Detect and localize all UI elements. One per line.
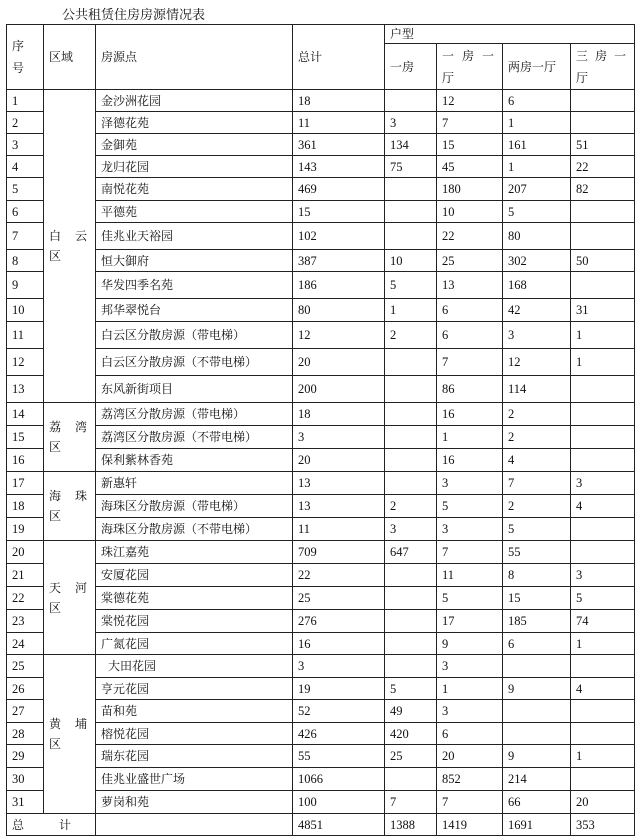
three-bed-value: 3 <box>571 564 635 587</box>
two-bed-value: 42 <box>503 299 571 322</box>
source-name: 平德苑 <box>96 201 293 223</box>
two-bed-value: 207 <box>503 178 571 201</box>
total-value: 387 <box>293 250 385 272</box>
one-bed-value: 15 <box>437 134 503 156</box>
one-bed-value: 10 <box>437 201 503 223</box>
header-row-1 <box>7 25 635 44</box>
table-row <box>7 376 635 403</box>
total-value: 426 <box>293 723 385 745</box>
one-bed-value: 16 <box>437 403 503 426</box>
table-row <box>7 768 635 791</box>
three-bed-value <box>571 112 635 134</box>
three-bed-value: 82 <box>571 178 635 201</box>
total-value: 12 <box>293 322 385 349</box>
row-number: 26 <box>7 678 44 700</box>
one-room-value <box>385 633 437 655</box>
one-bed-value: 6 <box>437 723 503 745</box>
source-name: 佳兆业盛世广场 <box>96 768 293 791</box>
three-bed-value <box>571 768 635 791</box>
row-number: 5 <box>7 178 44 201</box>
district-cell: 天 河 区 <box>44 541 96 655</box>
total-value: 15 <box>293 201 385 223</box>
total-value: 13 <box>293 495 385 518</box>
header-unit-type: 户型 <box>385 25 635 44</box>
one-bed-value: 180 <box>437 178 503 201</box>
three-bed-value: 4 <box>571 678 635 700</box>
table-row <box>7 655 635 678</box>
one-bed-value: 13 <box>437 272 503 299</box>
two-bed-value: 2 <box>503 403 571 426</box>
one-bed-value: 20 <box>437 745 503 768</box>
one-bed-value: 7 <box>437 349 503 376</box>
header-two-bed: 两房一厅 <box>503 44 571 90</box>
two-bed-value: 2 <box>503 426 571 449</box>
district-cell: 荔 湾 区 <box>44 403 96 472</box>
source-name: 榕悦花园 <box>96 723 293 745</box>
source-name: 苗和苑 <box>96 700 293 723</box>
totals-r4: 353 <box>571 814 635 836</box>
three-bed-value: 20 <box>571 791 635 814</box>
two-bed-value: 2 <box>503 495 571 518</box>
two-bed-value: 12 <box>503 349 571 376</box>
one-bed-value: 852 <box>437 768 503 791</box>
one-room-value: 75 <box>385 156 437 178</box>
one-room-value <box>385 426 437 449</box>
one-bed-value: 7 <box>437 112 503 134</box>
header-one-room: 一房 <box>385 44 437 90</box>
table-row <box>7 349 635 376</box>
row-number: 22 <box>7 587 44 610</box>
totals-r1: 1388 <box>385 814 437 836</box>
row-number: 18 <box>7 495 44 518</box>
table-row <box>7 791 635 814</box>
total-value: 143 <box>293 156 385 178</box>
row-number: 10 <box>7 299 44 322</box>
source-name: 海珠区分散房源（不带电梯） <box>96 518 293 541</box>
one-bed-value: 3 <box>437 472 503 495</box>
table-row <box>7 745 635 768</box>
district-cell: 黄 埔 区 <box>44 655 96 814</box>
source-name: 佳兆业天裕园 <box>96 223 293 250</box>
row-number: 27 <box>7 700 44 723</box>
table-row <box>7 156 635 178</box>
table-row <box>7 250 635 272</box>
two-bed-value: 1 <box>503 112 571 134</box>
three-bed-value: 1 <box>571 322 635 349</box>
total-value: 1066 <box>293 768 385 791</box>
one-room-value: 420 <box>385 723 437 745</box>
one-bed-value: 7 <box>437 791 503 814</box>
two-bed-value: 9 <box>503 745 571 768</box>
total-value: 20 <box>293 349 385 376</box>
source-name: 龙归花园 <box>96 156 293 178</box>
row-number: 23 <box>7 610 44 633</box>
one-bed-value: 12 <box>437 90 503 112</box>
one-room-value <box>385 587 437 610</box>
total-value: 13 <box>293 472 385 495</box>
row-number: 17 <box>7 472 44 495</box>
one-room-value: 3 <box>385 518 437 541</box>
one-bed-value: 6 <box>437 299 503 322</box>
one-bed-value: 16 <box>437 449 503 472</box>
source-name: 亨元花园 <box>96 678 293 700</box>
table-row <box>7 178 635 201</box>
rental-housing-table <box>6 24 635 836</box>
total-value: 11 <box>293 112 385 134</box>
row-number: 4 <box>7 156 44 178</box>
total-value: 276 <box>293 610 385 633</box>
table-row <box>7 472 635 495</box>
two-bed-value <box>503 700 571 723</box>
two-bed-value: 3 <box>503 322 571 349</box>
row-number: 24 <box>7 633 44 655</box>
three-bed-value <box>571 223 635 250</box>
source-name: 新惠轩 <box>96 472 293 495</box>
three-bed-value <box>571 449 635 472</box>
three-bed-value <box>571 272 635 299</box>
row-number: 16 <box>7 449 44 472</box>
three-bed-value <box>571 518 635 541</box>
one-bed-value: 5 <box>437 495 503 518</box>
header-district: 区域 <box>44 25 96 90</box>
three-bed-value <box>571 201 635 223</box>
two-bed-value: 302 <box>503 250 571 272</box>
two-bed-value: 168 <box>503 272 571 299</box>
source-name: 邦华翠悦台 <box>96 299 293 322</box>
row-number: 25 <box>7 655 44 678</box>
two-bed-value <box>503 723 571 745</box>
one-room-value: 25 <box>385 745 437 768</box>
source-name: 棠德花苑 <box>96 587 293 610</box>
table-row <box>7 700 635 723</box>
one-bed-value: 45 <box>437 156 503 178</box>
totals-label: 总 计 <box>7 814 96 836</box>
one-room-value: 1 <box>385 299 437 322</box>
total-value: 18 <box>293 403 385 426</box>
three-bed-value <box>571 426 635 449</box>
one-bed-value: 17 <box>437 610 503 633</box>
total-value: 100 <box>293 791 385 814</box>
header-total: 总计 <box>293 25 385 90</box>
two-bed-value: 161 <box>503 134 571 156</box>
row-number: 2 <box>7 112 44 134</box>
total-value: 361 <box>293 134 385 156</box>
three-bed-value <box>571 403 635 426</box>
one-room-value: 647 <box>385 541 437 564</box>
three-bed-value <box>571 541 635 564</box>
row-number: 31 <box>7 791 44 814</box>
one-bed-value: 3 <box>437 655 503 678</box>
table-row <box>7 201 635 223</box>
source-name: 珠江嘉苑 <box>96 541 293 564</box>
row-number: 15 <box>7 426 44 449</box>
three-bed-value: 1 <box>571 745 635 768</box>
row-number: 3 <box>7 134 44 156</box>
row-number: 21 <box>7 564 44 587</box>
total-value: 11 <box>293 518 385 541</box>
total-value: 102 <box>293 223 385 250</box>
source-name: 安厦花园 <box>96 564 293 587</box>
one-room-value: 10 <box>385 250 437 272</box>
table-row <box>7 518 635 541</box>
total-value: 709 <box>293 541 385 564</box>
one-room-value: 49 <box>385 700 437 723</box>
source-name: 南悦花苑 <box>96 178 293 201</box>
table-row <box>7 587 635 610</box>
source-name: 金沙洲花园 <box>96 90 293 112</box>
source-name: 广氮花园 <box>96 633 293 655</box>
one-room-value: 2 <box>385 322 437 349</box>
one-room-value <box>385 564 437 587</box>
one-room-value <box>385 768 437 791</box>
two-bed-value: 5 <box>503 518 571 541</box>
three-bed-value <box>571 90 635 112</box>
table-row <box>7 564 635 587</box>
one-room-value <box>385 449 437 472</box>
row-number: 20 <box>7 541 44 564</box>
one-bed-value: 5 <box>437 587 503 610</box>
one-room-value <box>385 349 437 376</box>
table-row <box>7 426 635 449</box>
three-bed-value: 31 <box>571 299 635 322</box>
one-bed-value: 6 <box>437 322 503 349</box>
one-bed-value: 1 <box>437 678 503 700</box>
two-bed-value: 185 <box>503 610 571 633</box>
one-bed-value: 9 <box>437 633 503 655</box>
source-name: 华发四季名苑 <box>96 272 293 299</box>
one-room-value <box>385 201 437 223</box>
source-name: 海珠区分散房源（带电梯） <box>96 495 293 518</box>
two-bed-value: 5 <box>503 201 571 223</box>
total-value: 186 <box>293 272 385 299</box>
three-bed-value <box>571 723 635 745</box>
three-bed-value: 22 <box>571 156 635 178</box>
one-room-value <box>385 376 437 403</box>
total-value: 18 <box>293 90 385 112</box>
table-row <box>7 299 635 322</box>
header-source: 房源点 <box>96 25 293 90</box>
three-bed-value: 74 <box>571 610 635 633</box>
totals-r2: 1419 <box>437 814 503 836</box>
three-bed-value <box>571 655 635 678</box>
one-room-value <box>385 90 437 112</box>
table-row <box>7 90 635 112</box>
row-number: 30 <box>7 768 44 791</box>
row-number: 13 <box>7 376 44 403</box>
one-bed-value: 22 <box>437 223 503 250</box>
source-name: 萝岗和苑 <box>96 791 293 814</box>
three-bed-value: 5 <box>571 587 635 610</box>
row-number: 14 <box>7 403 44 426</box>
table-row <box>7 322 635 349</box>
one-bed-value: 1 <box>437 426 503 449</box>
two-bed-value: 214 <box>503 768 571 791</box>
three-bed-value: 1 <box>571 349 635 376</box>
table-row <box>7 633 635 655</box>
header-one-bed: 一 房 一 厅 <box>437 44 503 90</box>
one-room-value: 5 <box>385 678 437 700</box>
row-number: 8 <box>7 250 44 272</box>
two-bed-value: 1 <box>503 156 571 178</box>
table-row <box>7 272 635 299</box>
row-number: 19 <box>7 518 44 541</box>
row-number: 6 <box>7 201 44 223</box>
source-name: 金御苑 <box>96 134 293 156</box>
total-value: 3 <box>293 426 385 449</box>
three-bed-value <box>571 376 635 403</box>
row-number: 1 <box>7 90 44 112</box>
two-bed-value: 6 <box>503 633 571 655</box>
one-bed-value: 3 <box>437 518 503 541</box>
total-value: 80 <box>293 299 385 322</box>
source-name: 白云区分散房源（不带电梯） <box>96 349 293 376</box>
three-bed-value: 4 <box>571 495 635 518</box>
total-value: 19 <box>293 678 385 700</box>
source-name: 保利紫林香苑 <box>96 449 293 472</box>
two-bed-value: 114 <box>503 376 571 403</box>
one-room-value <box>385 178 437 201</box>
one-bed-value: 11 <box>437 564 503 587</box>
two-bed-value: 15 <box>503 587 571 610</box>
table-row <box>7 223 635 250</box>
totals-row <box>7 814 635 836</box>
one-room-value: 7 <box>385 791 437 814</box>
table-row <box>7 678 635 700</box>
district-cell: 白 云 区 <box>44 90 96 403</box>
source-name: 白云区分散房源（带电梯） <box>96 322 293 349</box>
source-name: 荔湾区分散房源（不带电梯） <box>96 426 293 449</box>
total-value: 16 <box>293 633 385 655</box>
two-bed-value: 6 <box>503 90 571 112</box>
total-value: 200 <box>293 376 385 403</box>
three-bed-value <box>571 700 635 723</box>
one-room-value: 2 <box>385 495 437 518</box>
two-bed-value: 80 <box>503 223 571 250</box>
source-name: 恒大御府 <box>96 250 293 272</box>
table-row <box>7 403 635 426</box>
table-row <box>7 723 635 745</box>
total-value: 20 <box>293 449 385 472</box>
source-name: 棠悦花园 <box>96 610 293 633</box>
one-bed-value: 7 <box>437 541 503 564</box>
two-bed-value: 66 <box>503 791 571 814</box>
table-row <box>7 495 635 518</box>
table-row <box>7 449 635 472</box>
two-bed-value: 9 <box>503 678 571 700</box>
two-bed-value <box>503 655 571 678</box>
total-value: 55 <box>293 745 385 768</box>
row-number: 12 <box>7 349 44 376</box>
three-bed-value: 1 <box>571 633 635 655</box>
header-seq: 序 号 <box>7 25 44 90</box>
total-value: 22 <box>293 564 385 587</box>
row-number: 7 <box>7 223 44 250</box>
total-value: 25 <box>293 587 385 610</box>
district-cell: 海 珠 区 <box>44 472 96 541</box>
three-bed-value: 3 <box>571 472 635 495</box>
table-row <box>7 112 635 134</box>
one-room-value <box>385 472 437 495</box>
one-room-value <box>385 403 437 426</box>
one-bed-value: 25 <box>437 250 503 272</box>
one-room-value: 134 <box>385 134 437 156</box>
row-number: 9 <box>7 272 44 299</box>
table-row <box>7 541 635 564</box>
two-bed-value: 4 <box>503 449 571 472</box>
source-name: 大田花园 <box>96 655 293 678</box>
one-bed-value: 86 <box>437 376 503 403</box>
total-value: 3 <box>293 655 385 678</box>
source-name: 瑞东花园 <box>96 745 293 768</box>
source-name: 荔湾区分散房源（带电梯） <box>96 403 293 426</box>
row-number: 11 <box>7 322 44 349</box>
three-bed-value: 50 <box>571 250 635 272</box>
table-row <box>7 134 635 156</box>
totals-total: 4851 <box>293 814 385 836</box>
total-value: 52 <box>293 700 385 723</box>
one-room-value <box>385 223 437 250</box>
header-three-bed: 三 房 一 厅 <box>571 44 635 90</box>
two-bed-value: 7 <box>503 472 571 495</box>
row-number: 29 <box>7 745 44 768</box>
table-row <box>7 610 635 633</box>
two-bed-value: 55 <box>503 541 571 564</box>
one-room-value <box>385 655 437 678</box>
source-name: 泽德花苑 <box>96 112 293 134</box>
source-name: 东风新街项目 <box>96 376 293 403</box>
two-bed-value: 8 <box>503 564 571 587</box>
one-room-value: 5 <box>385 272 437 299</box>
row-number: 28 <box>7 723 44 745</box>
one-room-value <box>385 610 437 633</box>
total-value: 469 <box>293 178 385 201</box>
one-bed-value: 3 <box>437 700 503 723</box>
three-bed-value: 51 <box>571 134 635 156</box>
table-title: 公共租赁住房房源情况表 <box>62 8 206 23</box>
totals-r3: 1691 <box>503 814 571 836</box>
one-room-value: 3 <box>385 112 437 134</box>
totals-empty <box>96 814 293 836</box>
